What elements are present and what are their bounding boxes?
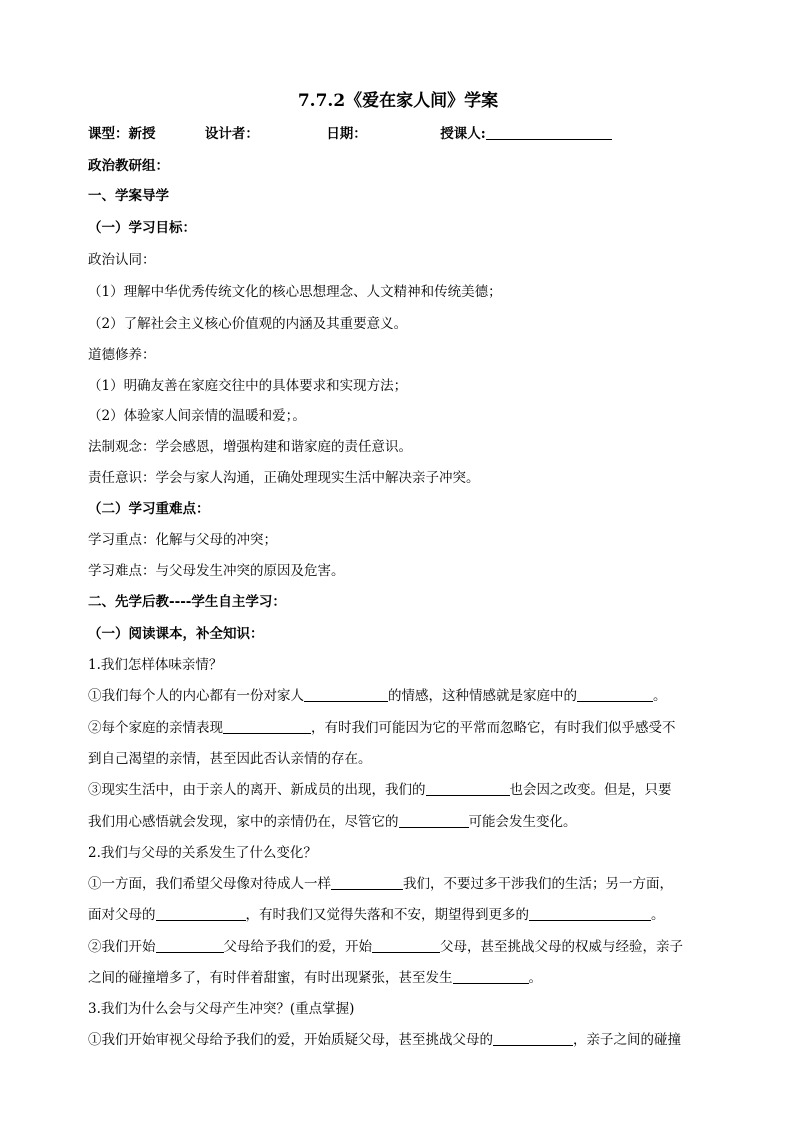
fill-blank[interactable] (223, 719, 311, 734)
fill-line: ①我们每个人的内心都有一份对家人 的情感，这种情感就是家庭中的 。 (88, 688, 667, 704)
fill-blank[interactable] (372, 938, 440, 953)
text-line: 政治认同： (88, 252, 156, 268)
teacher-blank[interactable] (486, 125, 612, 140)
designer: 设计者： (204, 126, 259, 142)
subsection-heading: （二）学习重难点： (88, 501, 210, 517)
text-line: （1）理解中华优秀传统文化的核心思想理念、人文精神和传统美德； (88, 284, 502, 300)
fill-blank[interactable] (426, 781, 510, 796)
text-line: 到自己渴望的亲情，甚至因此否认亲情的存在。 (88, 751, 372, 767)
text-line: 道德修养： (88, 347, 156, 363)
fill-blank[interactable] (156, 906, 246, 921)
fill-blank[interactable] (156, 938, 224, 953)
fill-line: 之间的碰撞增多了，有时伴着甜蜜，有时出现紧张，甚至发生 。 (88, 970, 542, 986)
fill-blank[interactable] (493, 1031, 573, 1046)
question-heading: 2.我们与父母的关系发生了什么变化？ (88, 845, 317, 861)
fill-line: ①一方面，我们希望父母像对待成人一样 我们，不要过多干涉我们的生活；另一方面， (88, 876, 673, 892)
text-line: （2）体验家人间亲情的温暖和爱；。 (88, 408, 306, 424)
subsection-heading: （一）学习目标： (88, 220, 196, 236)
fill-blank[interactable] (331, 875, 403, 890)
fill-line: ②我们开始 父母给予我们的爱，开始 父母，甚至挑战父母的权威与经验，亲子 (88, 939, 683, 955)
text-line: （1）明确友善在家庭交往中的具体要求和实现方法； (88, 378, 408, 394)
section-heading: 一、学案导学 (88, 188, 169, 204)
course-type: 课型：新授 (88, 126, 156, 142)
question-heading: 3.我们为什么会与父母产生冲突？(重点掌握) (88, 1001, 355, 1017)
fill-blank[interactable] (304, 687, 388, 702)
meta-row (88, 124, 612, 144)
group-label: 政治教研组： (88, 158, 169, 174)
page-title: 7.7.2《爱在家人间》学案 (297, 91, 499, 111)
fill-blank[interactable] (399, 813, 469, 828)
text-line: 学习重点：化解与父母的冲突； (88, 532, 277, 548)
text-line: 责任意识：学会与家人沟通，正确处理现实生活中解决亲子冲突。 (88, 470, 480, 486)
section-heading: 二、先学后教----学生自主学习： (88, 594, 286, 610)
text-line: 法制观念：学会感恩，增强构建和谐家庭的责任意识。 (88, 439, 412, 455)
teacher: 授课人: (440, 126, 486, 142)
fill-blank[interactable] (529, 906, 651, 921)
fill-line: 我们用心感悟就会发现，家中的亲情仍在，尽管它的 可能会发生变化。 (88, 814, 577, 830)
text-line: 学习难点：与父母发生冲突的原因及危害。 (88, 563, 345, 579)
fill-line: 面对父母的 ，有时我们又觉得失落和不安，期望得到更多的 。 (88, 907, 665, 923)
question-heading: 1.我们怎样体味亲情？ (88, 657, 223, 673)
fill-line: ②每个家庭的亲情表现 ，有时我们可能因为它的平常而忽略它，有时我们似乎感受不 (88, 720, 676, 736)
fill-blank[interactable] (577, 687, 653, 702)
fill-line: ③现实生活中，由于亲人的离开、新成员的出现，我们的 也会因之改变。但是，只要 (88, 782, 672, 798)
fill-blank[interactable] (453, 969, 529, 984)
text-line: （2）了解社会主义核心价值观的内涵及其重要意义。 (88, 316, 408, 332)
fill-line: ①我们开始审视父母给予我们的爱，开始质疑父母，甚至挑战父母的 ，亲子之间的碰撞 (88, 1032, 681, 1048)
date: 日期： (326, 126, 367, 142)
subsection-heading: （一）阅读课本，补全知识： (88, 626, 264, 642)
